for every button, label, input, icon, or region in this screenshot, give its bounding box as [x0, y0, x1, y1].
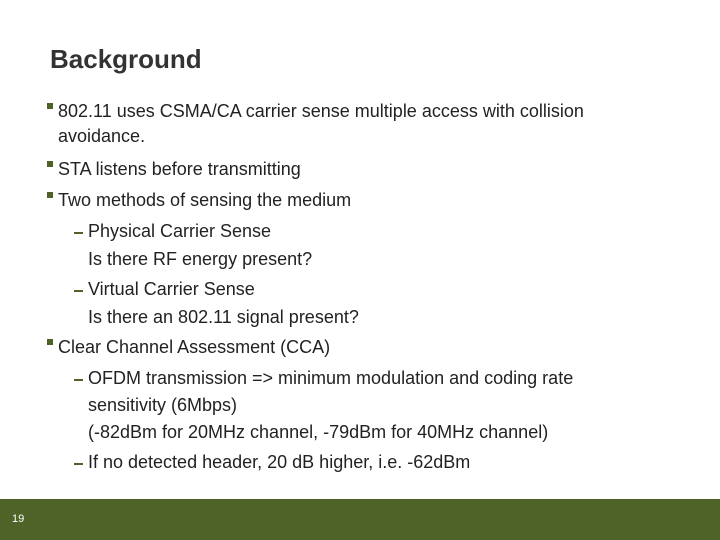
sub-bullet-text-continued: Is there an 802.11 signal present? — [88, 307, 359, 327]
bullet-text: Clear Channel Assessment (CCA) — [58, 337, 331, 357]
sub-bullet-dash — [74, 379, 83, 381]
sub-bullet-text-continued: (-82dBm for 20MHz channel, -79dBm for 40MHz channel) — [88, 422, 549, 442]
bullet-marker — [47, 339, 53, 345]
sub-bullet-text: If no detected header, 20 dB higher, i.e. -62dBm — [88, 452, 471, 472]
sub-bullet-text: Physical Carrier Sense — [88, 221, 272, 241]
bullet-marker — [47, 192, 53, 198]
bullet-text: STA listens before transmitting — [58, 159, 301, 179]
sub-bullet-text-continued: Is there RF energy present? — [88, 249, 313, 269]
page-number: 19 — [12, 513, 25, 525]
slide-title: Background — [50, 44, 202, 74]
sub-bullet-text: OFDM transmission => minimum modulation and coding rate — [88, 368, 574, 388]
sub-bullet-text-continued: sensitivity (6Mbps) — [88, 395, 238, 415]
sub-bullet-dash — [74, 232, 83, 234]
bullet-text: 802.11 uses CSMA/CA carrier sense multiple access with collision — [58, 101, 584, 121]
sub-bullet-text: Virtual Carrier Sense — [88, 279, 255, 299]
bullet-text: Two methods of sensing the medium — [58, 190, 352, 210]
sub-bullet-dash — [74, 463, 83, 465]
bullet-marker — [47, 103, 53, 109]
sub-bullet-dash — [74, 290, 83, 292]
bullet-text-continued: avoidance. — [58, 126, 146, 146]
bullet-marker — [47, 161, 53, 167]
footer-bar — [0, 499, 720, 540]
